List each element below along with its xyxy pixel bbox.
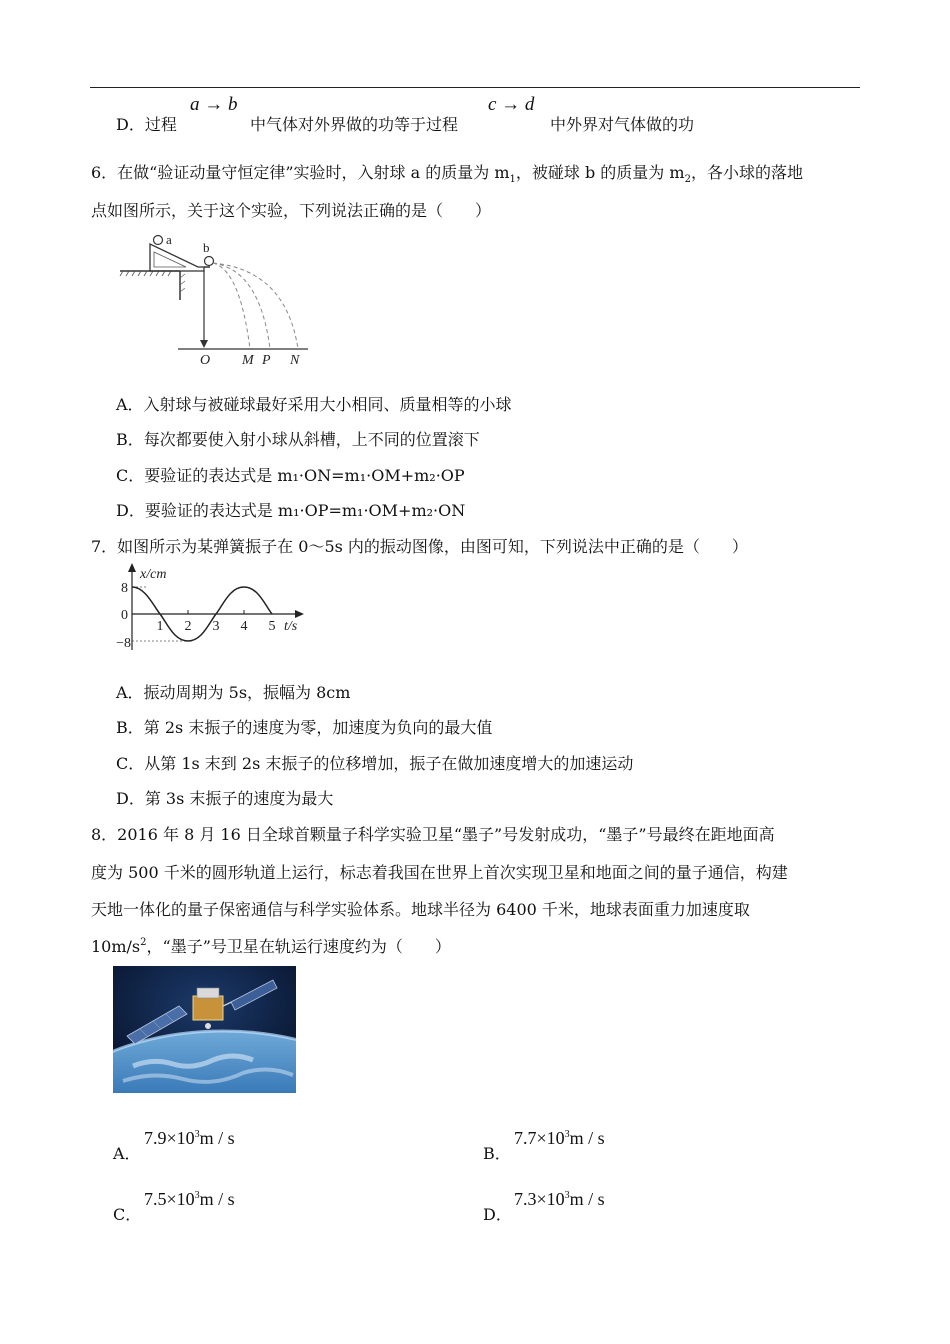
- q8-option-a-value: $7.9\times 10^3m / s$: [144, 1128, 235, 1148]
- q6-option-a: A．入射球与被碰球最好采用大小相同、质量相等的小球: [116, 395, 512, 414]
- x-axis-label: t/s: [284, 619, 298, 634]
- point-M-label: M: [242, 353, 254, 368]
- ball-a-label: a: [166, 232, 172, 247]
- x-tick-5: 5: [268, 619, 276, 634]
- x-tick-3: 3: [212, 619, 220, 634]
- q8-stem-line2: 度为 500 千米的圆形轨道上运行，标志着我国在世界上首次实现卫星和地面之间的量子通信，构建: [91, 863, 788, 882]
- q8-stem-line1: 8．2016 年 8 月 16 日全球首颗量子科学实验卫星“墨子”号发射成功，“墨子”号最终在距地面高: [91, 825, 775, 844]
- q7-option-c: C．从第 1s 末到 2s 末振子的位移增加，振子在做加速度增大的加速运动: [116, 754, 634, 773]
- q5-option-d-end: 中外界对气体做的功: [550, 115, 695, 134]
- q7-option-b: B．第 2s 末振子的速度为零，加速度为负向的最大值: [116, 718, 493, 737]
- q7-option-a: A．振动周期为 5s，振幅为 8cm: [116, 683, 351, 702]
- q5-option-d-middle: 中气体对外界做的功等于过程: [250, 115, 459, 134]
- q6-option-c: C．要验证的表达式是 m₁·ON=m₁·OM+m₂·OP: [116, 466, 465, 485]
- q8-option-c-value: $7.5\times 10^3m / s$: [144, 1189, 235, 1209]
- q8-option-b-value: $7.7\times 10^3m / s$: [514, 1128, 605, 1148]
- q8-stem-line4: $10m/s^2$，“墨子”号卫星在轨运行速度约为（ ）: [91, 937, 451, 956]
- satellite-earth-image: [113, 966, 296, 1093]
- ball-b-label: b: [203, 240, 210, 255]
- q6-collision-diagram: [118, 230, 318, 370]
- q8-option-d-value: $7.3\times 10^3m / s$: [514, 1189, 605, 1209]
- point-O-label: O: [200, 353, 211, 368]
- q8-option-b-letter: B．: [483, 1144, 511, 1163]
- y-tick-8: 8: [121, 581, 128, 596]
- q5-math-c-to-d: c → d: [488, 94, 535, 115]
- q5-option-d-label: D．过程: [116, 115, 177, 134]
- q6-stem-line1: 6．在做“验证动量守恒定律”实验时，入射球 a 的质量为 $m_1$，被碰球 b 的质量为 $m_2$，各小球的落地: [91, 163, 803, 185]
- q8-option-a-letter: A．: [113, 1144, 141, 1163]
- y-tick-neg8: −8: [116, 636, 131, 651]
- q8-option-d-letter: D．: [483, 1205, 512, 1224]
- q6-option-b: B．每次都要使入射小球从斜槽，上不同的位置滚下: [116, 430, 480, 449]
- q7-stem: 7．如图所示为某弹簧振子在 0～5s 内的振动图像，由图可知，下列说法中正确的是（ ）: [91, 537, 748, 556]
- q7-vibration-graph: [112, 560, 312, 656]
- y-axis-label: x/cm: [140, 567, 167, 582]
- q7-option-d: D．第 3s 末振子的速度为最大: [116, 789, 334, 808]
- y-tick-0: 0: [121, 608, 128, 623]
- q6-option-d: D．要验证的表达式是 m₁·OP=m₁·OM+m₂·ON: [116, 501, 466, 520]
- point-N-label: N: [290, 353, 300, 368]
- q8-stem-line3: 天地一体化的量子保密通信与科学实验体系。地球半径为 6400 千米，地球表面重力加速度取: [91, 900, 750, 919]
- q6-stem-line2: 点如图所示，关于这个实验，下列说法正确的是（ ）: [91, 201, 492, 220]
- x-tick-4: 4: [240, 619, 248, 634]
- x-tick-1: 1: [156, 619, 164, 634]
- q5-math-a-to-b: a → b: [190, 94, 238, 115]
- point-P-label: P: [262, 353, 271, 368]
- top-rule: [90, 87, 860, 88]
- q8-option-c-letter: C．: [113, 1205, 142, 1224]
- x-tick-2: 2: [184, 619, 192, 634]
